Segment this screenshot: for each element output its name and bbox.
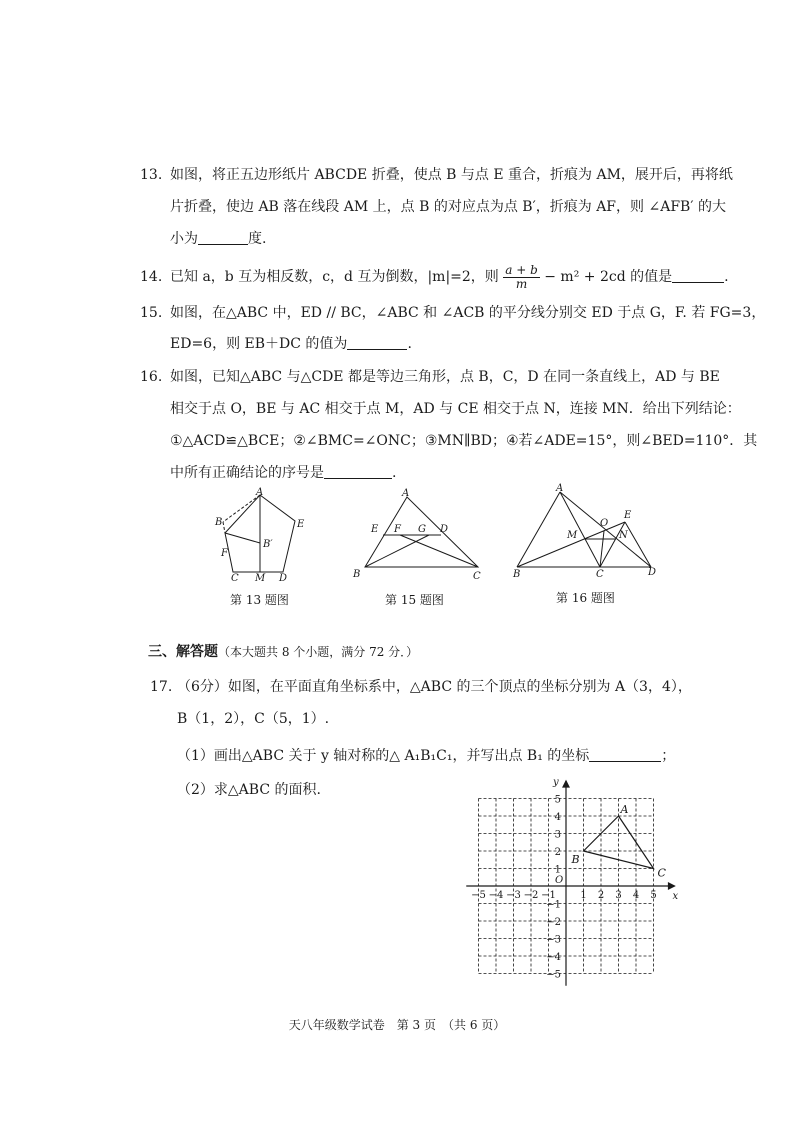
q13-text-after-blank: 度. bbox=[248, 231, 267, 247]
y-tick-label: −4 bbox=[546, 952, 561, 963]
x-axis-label: x bbox=[672, 891, 679, 902]
fig13-dashed-BF bbox=[223, 522, 225, 533]
fig13-dashed-AB bbox=[223, 495, 260, 522]
y-tick-label: 5 bbox=[554, 794, 561, 806]
fig16-label-A: A bbox=[556, 483, 564, 494]
figure-16 bbox=[505, 480, 665, 585]
q15-text-after-blank: . bbox=[407, 336, 412, 352]
fig13-caption: 第 13 题图 bbox=[230, 593, 289, 607]
x-tick-label: −5 bbox=[471, 890, 486, 901]
y-axis-label: y bbox=[553, 778, 559, 788]
x-tick-label: 1 bbox=[580, 890, 587, 901]
q17-line-2: B（1，2），C（5，1）. bbox=[177, 711, 330, 727]
y-axis-arrow bbox=[563, 781, 569, 787]
q13-answer-blank[interactable] bbox=[198, 230, 248, 245]
q16-line-3: ①△ACD≌△BCE；②∠BMC=∠ONC；③MN∥BD；④若∠ADE=15°，则∠BED=110°．其 bbox=[170, 433, 758, 449]
q17-part-2: （2）求△ABC 的面积. bbox=[177, 782, 321, 798]
x-tick-label: 3 bbox=[615, 890, 622, 901]
y-tick-label: −1 bbox=[546, 899, 561, 911]
fig13-label-A: A bbox=[256, 487, 264, 498]
q14-answer-blank[interactable] bbox=[672, 268, 724, 283]
x-tick-label: 5 bbox=[650, 890, 657, 901]
fig15-label-B: B bbox=[353, 569, 361, 580]
y-tick-label: −5 bbox=[546, 969, 561, 981]
page-footer: 天八年级数学试卷 第 3 页 （共 6 页） bbox=[288, 1018, 506, 1032]
fig15-label-D: D bbox=[440, 524, 449, 535]
fig15-label-A: A bbox=[402, 488, 410, 499]
q16-answer-blank[interactable] bbox=[324, 464, 392, 479]
origin-label: O bbox=[555, 875, 564, 886]
fig16-label-M: M bbox=[567, 530, 578, 541]
point-label-B: B bbox=[571, 853, 580, 866]
fig15-label-G: G bbox=[418, 524, 426, 535]
q13-line-2: 片折叠，使边 AB 落在线段 AM 上，点 B 的对应点为点 B′，折痕为 AF，则 ∠AFB′ 的大 bbox=[170, 199, 726, 215]
x-tick-label: 4 bbox=[632, 890, 640, 901]
fig13-edge-AF bbox=[225, 495, 260, 533]
q15-number: 15. bbox=[140, 305, 163, 321]
q17-answer-blank[interactable] bbox=[589, 747, 661, 762]
figure-15 bbox=[345, 485, 495, 585]
fig15-label-F: F bbox=[394, 524, 401, 535]
y-tick-label: 4 bbox=[554, 812, 561, 823]
q14-number: 14. bbox=[140, 269, 163, 285]
q17-part-1-text: （1）画出△ABC 关于 y 轴对称的△ A₁B₁C₁，并写出点 B₁ 的坐标 bbox=[177, 748, 590, 764]
y-tick-label: 2 bbox=[554, 847, 561, 858]
q16-line-2: 相交于点 O，BE 与 AC 相交于点 M，AD 与 CE 相交于点 N，连接 MN．给出下列结论： bbox=[170, 401, 741, 417]
y-tick-label: 3 bbox=[554, 829, 561, 841]
q13-text-before-blank: 小为 bbox=[170, 231, 198, 247]
q16-text-after-blank: . bbox=[392, 465, 397, 481]
q13-line-3 bbox=[170, 229, 266, 249]
figure-13 bbox=[205, 485, 315, 585]
q15-line-1: 如图，在△ABC 中，ED // BC，∠ABC 和 ∠ACB 的平分线分别交 ED 于点 G，F. 若 FG=3， bbox=[170, 305, 766, 321]
x-tick-label: −4 bbox=[488, 890, 504, 901]
x-tick-label: 2 bbox=[597, 890, 605, 901]
y-tick-label: −2 bbox=[546, 917, 561, 928]
q15-line-2 bbox=[170, 334, 412, 354]
x-tick-label: −2 bbox=[523, 890, 539, 901]
point-label-C: C bbox=[657, 866, 666, 880]
q14-end: . bbox=[724, 269, 729, 285]
fig15-label-E: E bbox=[371, 524, 379, 535]
fig13-label-M: M bbox=[255, 573, 266, 584]
q17-coordinate-grid bbox=[458, 778, 688, 988]
q13-number: 13. bbox=[140, 167, 163, 183]
section-3-title: 三、解答题 bbox=[148, 644, 218, 660]
fig16-label-N: N bbox=[619, 530, 628, 541]
fig16-label-E: E bbox=[624, 510, 632, 521]
fig16-segment-BE bbox=[517, 522, 625, 567]
fig13-label-Bprime: B′ bbox=[263, 539, 273, 550]
y-tick-label: −3 bbox=[546, 934, 561, 946]
fig13-label-D: D bbox=[279, 573, 288, 584]
fig16-edge-AB bbox=[517, 492, 560, 567]
q13-line-1: 如图，将正五边形纸片 ABCDE 折叠，使点 B 与点 E 重合，折痕为 AM，展开后，再将纸 bbox=[170, 167, 733, 183]
q15-text-before-blank: ED=6，则 EB＋DC 的值为 bbox=[170, 336, 348, 352]
x-tick-label: −1 bbox=[541, 890, 556, 901]
fig13-label-B: B bbox=[215, 517, 223, 528]
x-axis-arrow bbox=[669, 883, 675, 889]
fig15-bisector-CF bbox=[400, 535, 478, 567]
section-3-heading bbox=[148, 642, 418, 662]
q14-tail: − m² + 2cd 的值是 bbox=[544, 269, 673, 285]
q16-text-before-blank: 中所有正确结论的序号是 bbox=[170, 465, 324, 481]
fig13-label-F: F bbox=[221, 548, 228, 559]
fig16-edge-ED bbox=[625, 522, 651, 567]
q14-fraction bbox=[503, 264, 540, 291]
fig16-label-B: B bbox=[513, 569, 521, 580]
q17-number: 17. bbox=[150, 679, 173, 695]
q15-answer-blank[interactable] bbox=[347, 335, 407, 350]
y-tick-label: 1 bbox=[554, 864, 561, 876]
fig16-edge-AC bbox=[560, 492, 600, 567]
fig13-label-C: C bbox=[231, 573, 239, 584]
q17-part-1-end: ； bbox=[661, 748, 676, 764]
x-tick-label: −3 bbox=[506, 890, 521, 901]
fig16-label-O: O bbox=[600, 518, 609, 529]
q16-line-1: 如图，已知△ABC 与△CDE 都是等边三角形，点 B，C，D 在同一条直线上，AD 与 BE bbox=[170, 369, 720, 385]
fig16-label-C: C bbox=[596, 569, 604, 580]
q14-fraction-denominator: m bbox=[515, 276, 528, 291]
section-3-note: （本大题共 8 个小题，满分 72 分．） bbox=[218, 645, 419, 659]
fig15-label-C: C bbox=[473, 571, 481, 582]
fig15-caption: 第 15 题图 bbox=[385, 593, 444, 607]
point-label-A: A bbox=[620, 803, 629, 816]
fig13-label-E: E bbox=[297, 519, 305, 530]
q14-line bbox=[170, 261, 729, 293]
q17-line-1: （6分）如图，在平面直角坐标系中，△ABC 的三个顶点的坐标分别为 A（3，4）， bbox=[177, 679, 692, 695]
fig16-label-D: D bbox=[648, 567, 657, 578]
q14-fraction-numerator: a + b bbox=[505, 262, 538, 277]
q14-lead: 已知 a，b 互为相反数，c，d 互为倒数，|m|=2，则 bbox=[170, 269, 499, 285]
fig16-caption: 第 16 题图 bbox=[556, 591, 615, 605]
q17-part-1 bbox=[177, 746, 675, 766]
q16-number: 16. bbox=[140, 369, 163, 385]
fig13-segment-FBp bbox=[225, 533, 260, 543]
q16-line-4 bbox=[170, 463, 396, 483]
